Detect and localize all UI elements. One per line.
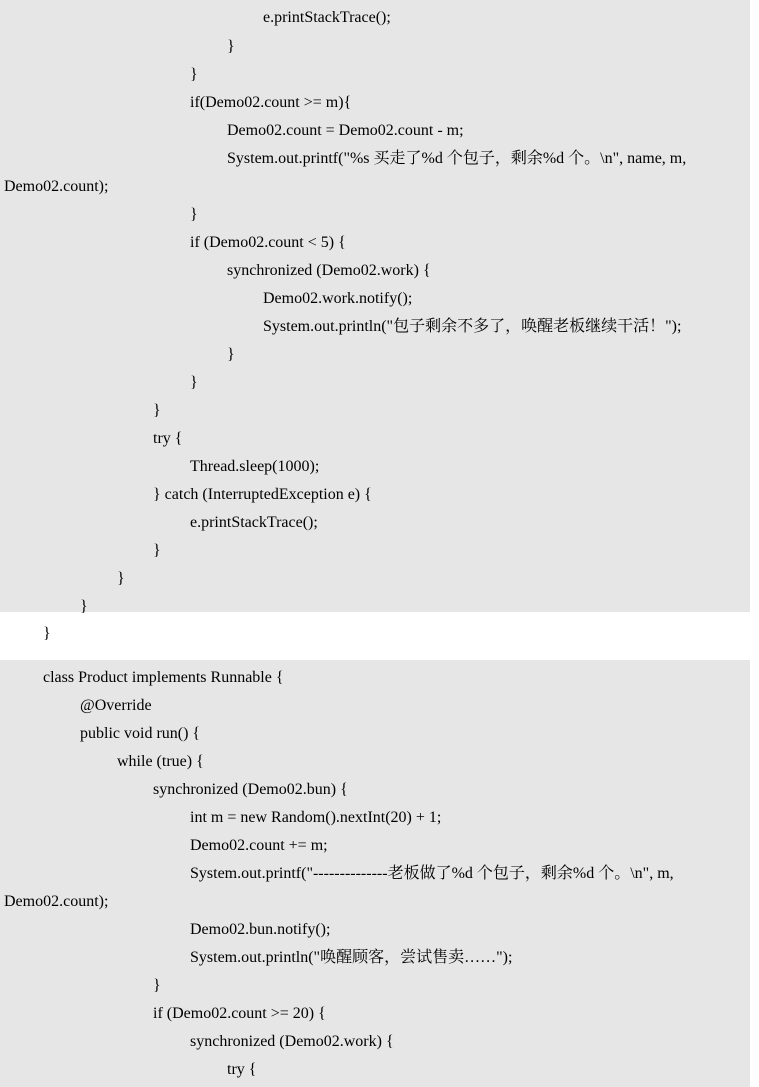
code-line: int m = new Random().nextInt(20) + 1;	[190, 809, 442, 826]
code-line: }	[190, 206, 198, 223]
code-line: System.out.printf("%s 买走了%d 个包子，剩余%d 个。\n", name, m,	[227, 150, 687, 167]
code-line: Demo02.count += m;	[190, 837, 328, 854]
code-line: synchronized (Demo02.bun) {	[153, 781, 348, 798]
code-line: if (Demo02.count >= 20) {	[153, 1005, 326, 1022]
code-line: Demo02.bun.notify();	[190, 921, 331, 938]
code-line: Demo02.work.notify();	[263, 290, 413, 307]
code-line: System.out.println("唤醒顾客，尝试售卖……");	[190, 949, 513, 966]
code-line: if(Demo02.count >= m){	[190, 94, 352, 111]
code-line: synchronized (Demo02.work) {	[227, 262, 431, 279]
code-line: }	[190, 374, 198, 391]
code-line: System.out.printf("--------------老板做了%d 个包子，剩余%d 个。\n", m,	[190, 865, 674, 882]
code-line: @Override	[80, 697, 152, 714]
code-line: Demo02.count = Demo02.count - m;	[227, 122, 464, 139]
code-line: Demo02.count);	[4, 178, 109, 195]
code-line: }	[153, 542, 161, 559]
code-line: }	[153, 402, 161, 419]
code-line: }	[80, 598, 88, 615]
code-line: }	[117, 570, 125, 587]
code-line: synchronized (Demo02.work) {	[190, 1033, 394, 1050]
code-line: try {	[227, 1061, 257, 1078]
code-line: public void run() {	[80, 725, 201, 742]
code-line: e.printStackTrace();	[263, 9, 391, 26]
code-line: } catch (InterruptedException e) {	[153, 486, 372, 503]
code-line: e.printStackTrace();	[190, 514, 318, 531]
code-line: }	[190, 66, 198, 83]
code-line: class Product implements Runnable {	[43, 669, 284, 686]
code-line: Demo02.count);	[4, 893, 109, 910]
code-line: try {	[153, 430, 183, 447]
code-line: while (true) {	[117, 753, 204, 770]
code-line: }	[227, 38, 235, 55]
code-line: }	[153, 977, 161, 994]
code-line: if (Demo02.count < 5) {	[190, 234, 346, 251]
code-line: Thread.sleep(1000);	[190, 458, 320, 475]
code-line: System.out.println("包子剩余不多了，唤醒老板继续干活！");	[263, 318, 682, 335]
code-line: }	[43, 625, 51, 642]
code-line: }	[227, 346, 235, 363]
